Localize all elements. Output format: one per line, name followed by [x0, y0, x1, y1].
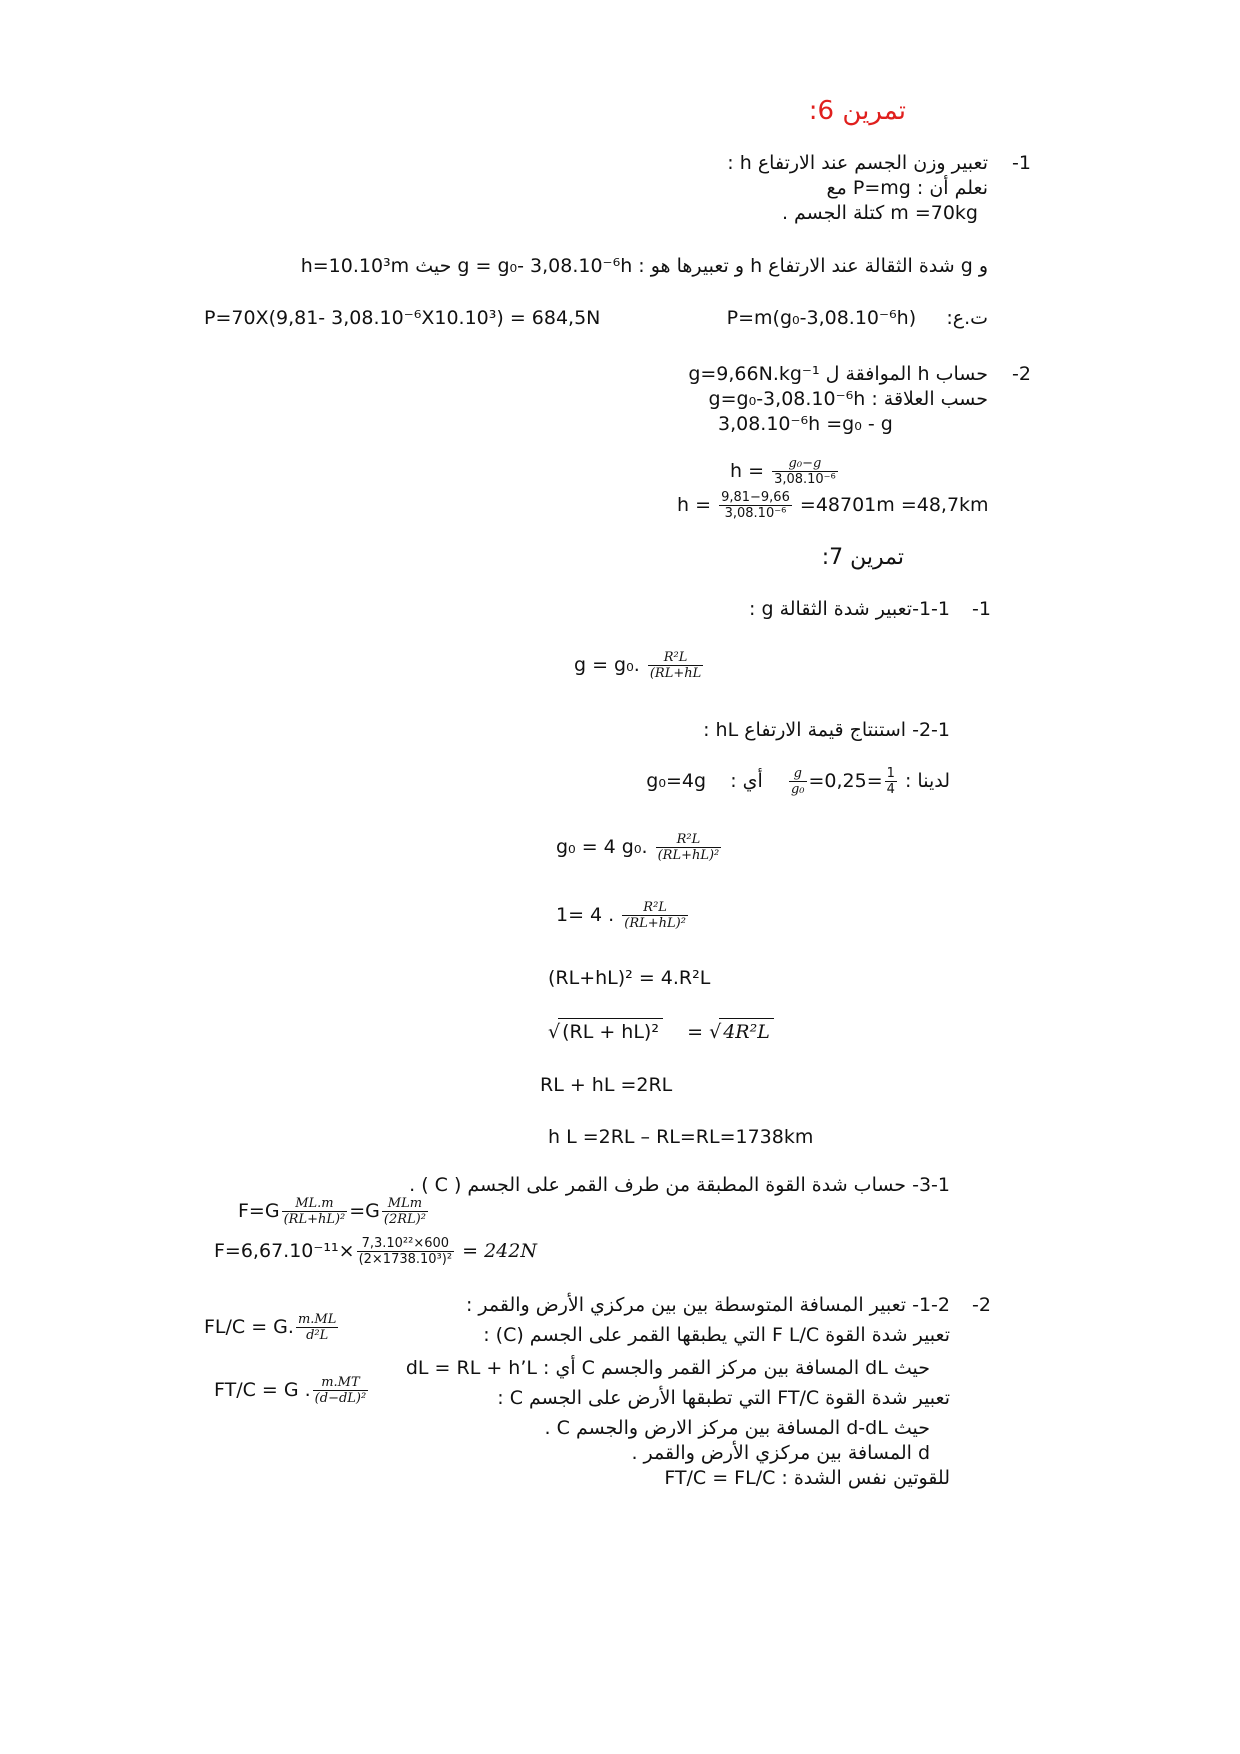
- q21-title: 2-1- استنتاج قيمة الارتفاع hL :: [703, 719, 950, 741]
- ratio-mid: =0,25=: [808, 770, 883, 792]
- ftc-formula: [214, 1375, 370, 1406]
- h2-denominator: 3,08.10⁻⁶: [724, 506, 787, 521]
- eq4-right: 4R²L: [719, 1018, 774, 1045]
- dl-text: حيث dL المسافة بين مركز القمر والجسم C أي : dL = RL + h’L: [405, 1357, 930, 1379]
- p-formula-line: [727, 305, 988, 331]
- q12-title: 1-2- تعبير المسافة المتوسطة بين بين مركزي الأرض والقمر :: [465, 1294, 950, 1316]
- g-fraction: [648, 650, 703, 681]
- eq1: [556, 832, 723, 863]
- h-denominator: 3,08.10⁻⁶: [774, 472, 836, 487]
- h-lhs: h =: [730, 460, 765, 482]
- g-lhs: g = g₀.: [574, 654, 640, 676]
- quarter-numerator: 1: [886, 766, 895, 781]
- flc-numerator: m.ML: [297, 1312, 337, 1327]
- f-denominator-2: (2RL)²: [383, 1212, 426, 1227]
- ay-label: أي :: [730, 770, 763, 792]
- ftc-denominator: (d−dL)²: [314, 1391, 367, 1406]
- flc-text: تعبير شدة القوة F L/C التي يطبقها القمر على الجسم (C) :: [483, 1324, 950, 1346]
- quarter-fraction: [885, 766, 897, 797]
- eq5: RL + hL =2RL: [540, 1074, 673, 1096]
- g-altitude-formula: [574, 650, 705, 681]
- h2-numerator: 9,81−9,66: [721, 490, 790, 505]
- ftc-text: تعبير شدة القوة FT/C التي تطبقها الأرض على الجسم C :: [497, 1387, 950, 1409]
- h-numeric: [677, 490, 989, 521]
- q2-title: حساب h الموافقة ل g=9,66N.kg⁻¹: [688, 363, 988, 385]
- ladayna: لدينا :: [904, 770, 950, 792]
- p-value: P=70X(9,81- 3,08.10⁻⁶X10.10³) = 684,5N: [204, 307, 601, 329]
- ratio-line: [646, 766, 950, 797]
- eq2-numerator: R²L: [622, 900, 688, 916]
- ftc-lhs: FT/C = G .: [214, 1379, 311, 1401]
- flc-lhs: FL/C = G.: [204, 1316, 294, 1338]
- q1-number: -1: [1012, 152, 1031, 174]
- ratio-denominator: g₀: [790, 782, 805, 797]
- mass-line: m =70kg كتلة الجسم .: [781, 202, 978, 224]
- sqrt-symbol-left: √: [548, 1021, 561, 1043]
- eq1-fraction: [656, 832, 722, 863]
- exercise-6-title: تمرين 6:: [808, 96, 906, 126]
- g-expression: و g شدة الثقالة عند الارتفاع h و تعبيرها هو : g = g₀- 3,08.10⁻⁶h حيث h=10.10³m: [300, 255, 988, 277]
- ratio-fraction: [789, 766, 807, 797]
- f-fraction-1: [282, 1196, 348, 1227]
- relation-label: حسب العلاقة :: [871, 388, 988, 410]
- ddl-text: حيث d-dL المسافة بين مركز الارض والجسم C .: [544, 1417, 930, 1439]
- relation: g=g₀-3,08.10⁻⁶h: [708, 388, 866, 410]
- h-fraction: [772, 456, 838, 487]
- f-numerator-2: MLm: [382, 1196, 428, 1212]
- g-denominator: (RL+hL: [649, 666, 702, 681]
- ratio-expr: [787, 766, 899, 797]
- g0-4g: g₀=4g: [646, 770, 707, 792]
- eq1-denominator: (RL+hL)²: [657, 848, 720, 863]
- eq2-denominator: (RL+hL)²: [624, 916, 686, 931]
- f-fraction-2: [382, 1196, 428, 1227]
- eq4: [548, 1018, 774, 1045]
- ftc-fraction: [313, 1375, 369, 1406]
- d-text: d المسافة بين مركزي الأرض والقمر .: [631, 1442, 930, 1464]
- f-numerator-1: ML.m: [282, 1196, 348, 1212]
- flc-denominator: d²L: [306, 1328, 329, 1343]
- h-formula: [730, 456, 840, 487]
- h2-lhs: h =: [677, 494, 712, 516]
- sqrt-symbol-right: √: [709, 1021, 722, 1043]
- flc-fraction: [296, 1312, 338, 1343]
- eq1-numerator: R²L: [656, 832, 722, 848]
- q11-title: 1-1-تعبير شدة الثقالة g :: [749, 598, 950, 620]
- exercise-7-title: تمرين 7:: [821, 545, 904, 570]
- f-denominator-1: (RL+hL)²: [283, 1212, 346, 1227]
- equal-force-text: للقوتين نفس الشدة : FT/C = FL/C: [664, 1467, 950, 1489]
- rearranged-equation: 3,08.10⁻⁶h =g₀ - g: [718, 413, 893, 435]
- eq2-fraction: [622, 900, 688, 931]
- quarter-denominator: 4: [886, 782, 895, 797]
- flc-formula: [204, 1312, 340, 1343]
- h2-fraction: [719, 490, 792, 521]
- ex7-q2-number: -2: [972, 1294, 991, 1316]
- force-numeric: [214, 1236, 537, 1267]
- te-label: ت.ع:: [946, 307, 988, 329]
- eq6: h L =2RL – RL=RL=1738km: [548, 1126, 814, 1148]
- relation-line: [709, 386, 988, 412]
- eq4-equals: =: [687, 1021, 704, 1043]
- f2-numerator: 7,3.10²²×600: [357, 1236, 455, 1252]
- ftc-numerator: m.MT: [313, 1375, 369, 1391]
- force-formula: [238, 1196, 430, 1227]
- q2-number: -2: [1012, 363, 1031, 385]
- f2-result: = 242N: [462, 1240, 537, 1262]
- f-lhs: F=G: [238, 1200, 280, 1222]
- q31-title: 3-1- حساب شدة القوة المطبقة من طرف القمر على الجسم ( C ) .: [409, 1174, 950, 1196]
- g-numerator: R²L: [648, 650, 703, 666]
- ex7-q1-number: -1: [972, 598, 991, 620]
- p-formula: P=m(g₀-3,08.10⁻⁶h): [726, 307, 917, 329]
- f-mid: =G: [349, 1200, 380, 1222]
- eq2-lhs: 1= 4 .: [556, 904, 615, 926]
- h2-result: =48701m =48,7km: [799, 494, 989, 516]
- ratio-numerator: g: [789, 766, 807, 782]
- f2-lhs: F=6,67.10⁻¹¹×: [214, 1240, 355, 1262]
- h-numerator: g₀−g: [772, 456, 838, 472]
- eq3: (RL+hL)² = 4.R²L: [548, 967, 711, 989]
- f2-fraction: [357, 1236, 455, 1267]
- eq4-left: (RL + hL)²: [558, 1018, 663, 1045]
- know-line: نعلم أن : P=mg مع: [826, 177, 988, 199]
- f2-denominator: (2×1738.10³)²: [358, 1252, 453, 1267]
- eq1-lhs: g₀ = 4 g₀.: [556, 836, 648, 858]
- eq2: [556, 900, 690, 931]
- q1-title: تعبير وزن الجسم عند الارتفاع h :: [727, 152, 988, 174]
